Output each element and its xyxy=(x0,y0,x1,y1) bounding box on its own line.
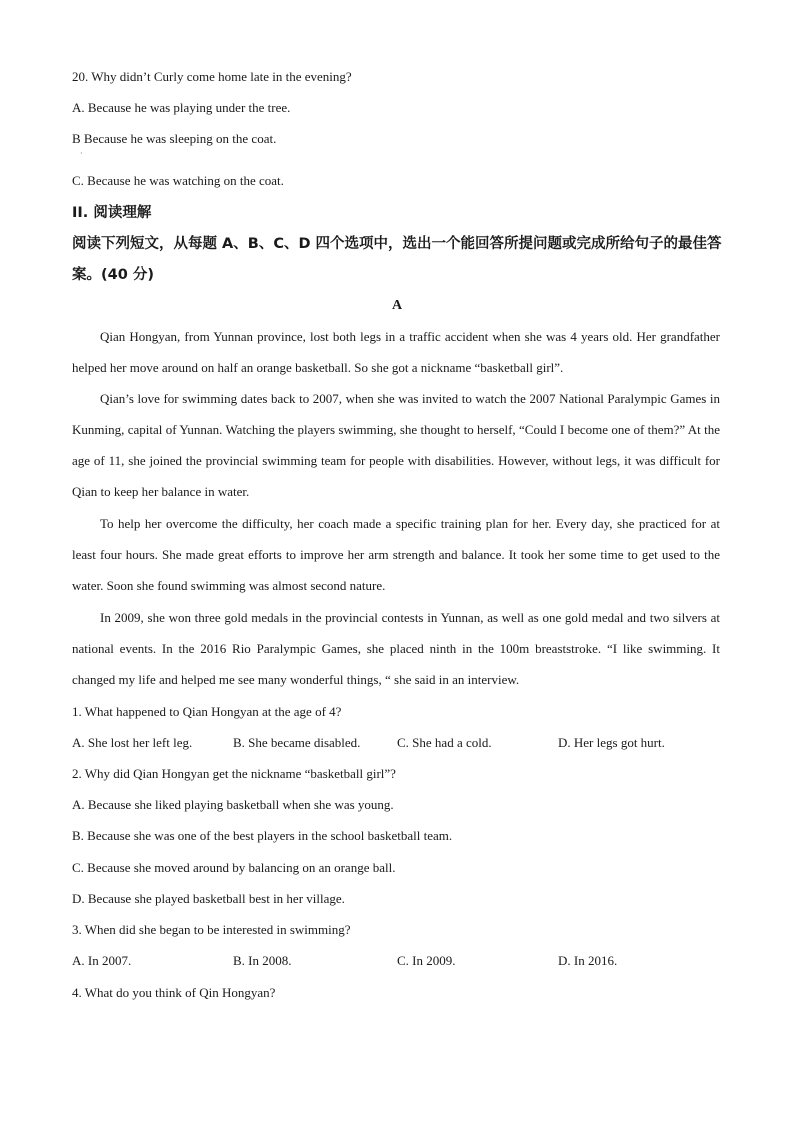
question-2-option-b: B. Because she was one of the best players in the school basketball team. xyxy=(72,828,453,843)
stray-dot-mark: · xyxy=(80,149,83,158)
question-20-option-c: C. Because he was watching on the coat. xyxy=(72,173,284,188)
passage-paragraph-2: Qian’s love for swimming dates back to 2007, when she was invited to watch the 2007 National Paralympic Games in Kunming, capital of Yunnan. Watching the players swimming, she thought to herself, “Could I become one of them?” At the age of 11, she joined the provincial swimming team for people with disabilities. However, without legs, it was difficult for Qian to keep her balance in water. xyxy=(72,391,720,499)
question-1-option-d: D. Her legs got hurt. xyxy=(558,735,665,750)
passage-paragraph-3: To help her overcome the difficulty, her coach made a specific training plan for her. Every day, she practiced for at least four hours. She made great efforts to improve her arm strength and balance. It took her some time to get used to the water. Soon she found swimming was almost second nature. xyxy=(72,516,720,593)
question-2-option-a: A. Because she liked playing basketball when she was young. xyxy=(72,797,394,812)
question-1-option-b: B. She became disabled. xyxy=(233,735,361,750)
question-1-stem: 1. What happened to Qian Hongyan at the age of 4? xyxy=(72,704,342,719)
question-4-stem: 4. What do you think of Qin Hongyan? xyxy=(72,985,276,1000)
question-2-stem: 2. Why did Qian Hongyan get the nickname “basketball girl”? xyxy=(72,766,396,781)
question-3-option-c: C. In 2009. xyxy=(397,953,456,968)
section-instruction: 阅读下列短文，从每题 A、B、C、D 四个选项中，选出一个能回答所提问题或完成所给句子的最佳答案。(40 分) xyxy=(72,236,722,283)
section-heading: II. 阅读理解 xyxy=(72,205,152,221)
question-20-option-a: A. Because he was playing under the tree. xyxy=(72,100,291,115)
question-3-stem: 3. When did she began to be interested in swimming? xyxy=(72,922,351,937)
passage-paragraph-4: In 2009, she won three gold medals in the provincial contests in Yunnan, as well as one gold medal and two silvers at national events. In the 2016 Rio Paralympic Games, she placed ninth in the 100m breaststroke. “I like swimming. It changed my life and helped me see many wonderful things, “ she said in an interview. xyxy=(72,610,720,687)
question-2-option-d: D. Because she played basketball best in her village. xyxy=(72,891,345,906)
question-3-option-d: D. In 2016. xyxy=(558,953,618,968)
question-20-option-b: B Because he was sleeping on the coat. xyxy=(72,131,277,146)
question-2-option-c: C. Because she moved around by balancing on an orange ball. xyxy=(72,860,396,875)
question-3-option-b: B. In 2008. xyxy=(233,953,292,968)
question-3-option-a: A. In 2007. xyxy=(72,953,132,968)
question-1-option-a: A. She lost her left leg. xyxy=(72,735,193,750)
question-1-option-c: C. She had a cold. xyxy=(397,735,492,750)
passage-title: A xyxy=(391,298,403,313)
question-20-stem: 20. Why didn’t Curly come home late in the evening? xyxy=(72,69,352,84)
passage-paragraph-1: Qian Hongyan, from Yunnan province, lost both legs in a traffic accident when she was 4 years old. Her grandfather helped her move around on half an orange basketball. So she got a nickname “basketball girl”. xyxy=(72,329,720,375)
